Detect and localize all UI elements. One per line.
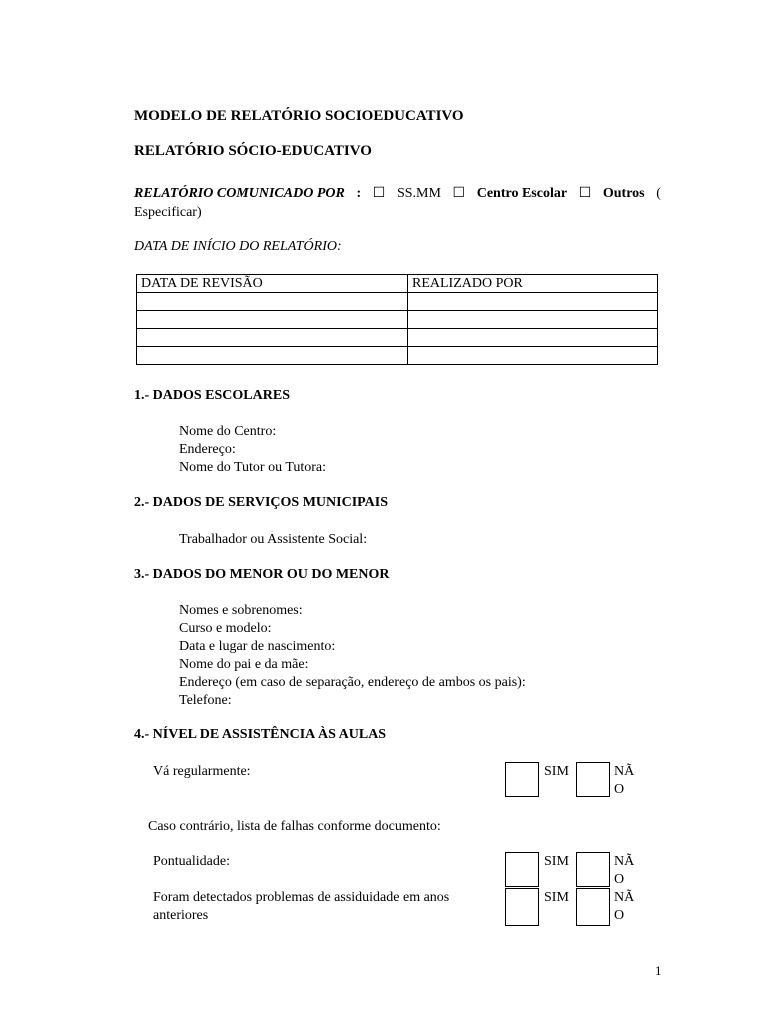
page-number: 1 [655, 963, 662, 978]
yes-label: SIM [544, 854, 569, 869]
section-2-heading: 2.- DADOS DE SERVIÇOS MUNICIPAIS [134, 495, 389, 510]
table-row [137, 293, 658, 311]
checkbox-ssmm[interactable]: ☐ [372, 186, 386, 201]
field-parents: Nome do pai e da mãe: [179, 657, 309, 672]
document-subtitle: RELATÓRIO SÓCIO-EDUCATIVO [134, 143, 372, 159]
option-ssmm-label: SS.MM [396, 186, 441, 201]
no-label-part2: O [614, 782, 625, 797]
table-cell[interactable] [408, 329, 658, 347]
field-school-address: Endereço: [179, 442, 236, 457]
field-phone: Telefone: [179, 693, 232, 708]
yes-checkbox-punctuality[interactable] [505, 852, 539, 887]
document-title: MODELO DE RELATÓRIO SOCIOEDUCATIVO [134, 108, 464, 124]
header-revision-date: DATA DE REVISÃO [137, 275, 408, 293]
no-label-part1: NÃ [614, 764, 635, 779]
table-cell[interactable] [408, 293, 658, 311]
table-row [137, 311, 658, 329]
option-centro-escolar-label: Centro Escolar [476, 186, 568, 201]
table-cell[interactable] [137, 329, 408, 347]
table-row [137, 329, 658, 347]
option-outros-label: Outros [602, 186, 645, 201]
table-cell[interactable] [137, 347, 408, 365]
communicated-colon: : [356, 186, 362, 201]
no-checkbox-punctuality[interactable] [576, 852, 610, 887]
table-cell[interactable] [137, 311, 408, 329]
start-date-label: DATA DE INÍCIO DO RELATÓRIO: [134, 239, 342, 254]
no-checkbox-regular[interactable] [576, 762, 610, 797]
field-course: Curso e modelo: [179, 621, 272, 636]
field-tutor-name: Nome do Tutor ou Tutora: [179, 460, 327, 475]
field-birth: Data e lugar de nascimento: [179, 639, 336, 654]
no-checkbox-previous[interactable] [576, 888, 610, 926]
yes-label: SIM [544, 890, 569, 905]
field-social-worker: Trabalhador ou Assistente Social: [179, 532, 368, 547]
question-regular: Vá regularmente: [153, 764, 251, 779]
question-previous-attendance-line1: Foram detectados problemas de assiduidade em anos [153, 890, 450, 905]
yes-checkbox-previous[interactable] [505, 888, 539, 926]
field-school-name: Nome do Centro: [179, 424, 277, 439]
header-performed-by: REALIZADO POR [408, 275, 658, 293]
communicated-by-line [134, 185, 661, 203]
revision-table [136, 274, 658, 365]
table-header-row [137, 275, 658, 293]
specify-text: Especificar) [134, 205, 202, 220]
no-label-part1: NÃ [614, 890, 635, 905]
no-label-part2: O [614, 872, 625, 887]
field-full-name: Nomes e sobrenomes: [179, 603, 303, 618]
table-row [137, 347, 658, 365]
question-previous-attendance-line2: anteriores [153, 908, 209, 923]
section-3-heading: 3.- DADOS DO MENOR OU DO MENOR [134, 567, 390, 582]
section-4-heading: 4.- NÍVEL DE ASSISTÊNCIA ÀS AULAS [134, 727, 387, 742]
no-label-part1: NÃ [614, 854, 635, 869]
absence-list-note: Caso contrário, lista de falhas conforme documento: [148, 819, 441, 834]
no-label-part2: O [614, 908, 625, 923]
question-punctuality: Pontualidade: [153, 854, 230, 869]
open-paren: ( [656, 186, 661, 201]
communicated-by-label: RELATÓRIO COMUNICADO POR [134, 186, 345, 201]
checkbox-centro-escolar[interactable]: ☐ [452, 186, 466, 201]
table-cell[interactable] [408, 347, 658, 365]
yes-label: SIM [544, 764, 569, 779]
section-1-heading: 1.- DADOS ESCOLARES [134, 388, 290, 403]
checkbox-outros[interactable]: ☐ [578, 186, 592, 201]
field-address: Endereço (em caso de separação, endereço de ambos os pais): [179, 675, 526, 690]
yes-checkbox-regular[interactable] [505, 762, 539, 797]
table-cell[interactable] [137, 293, 408, 311]
table-cell[interactable] [408, 311, 658, 329]
